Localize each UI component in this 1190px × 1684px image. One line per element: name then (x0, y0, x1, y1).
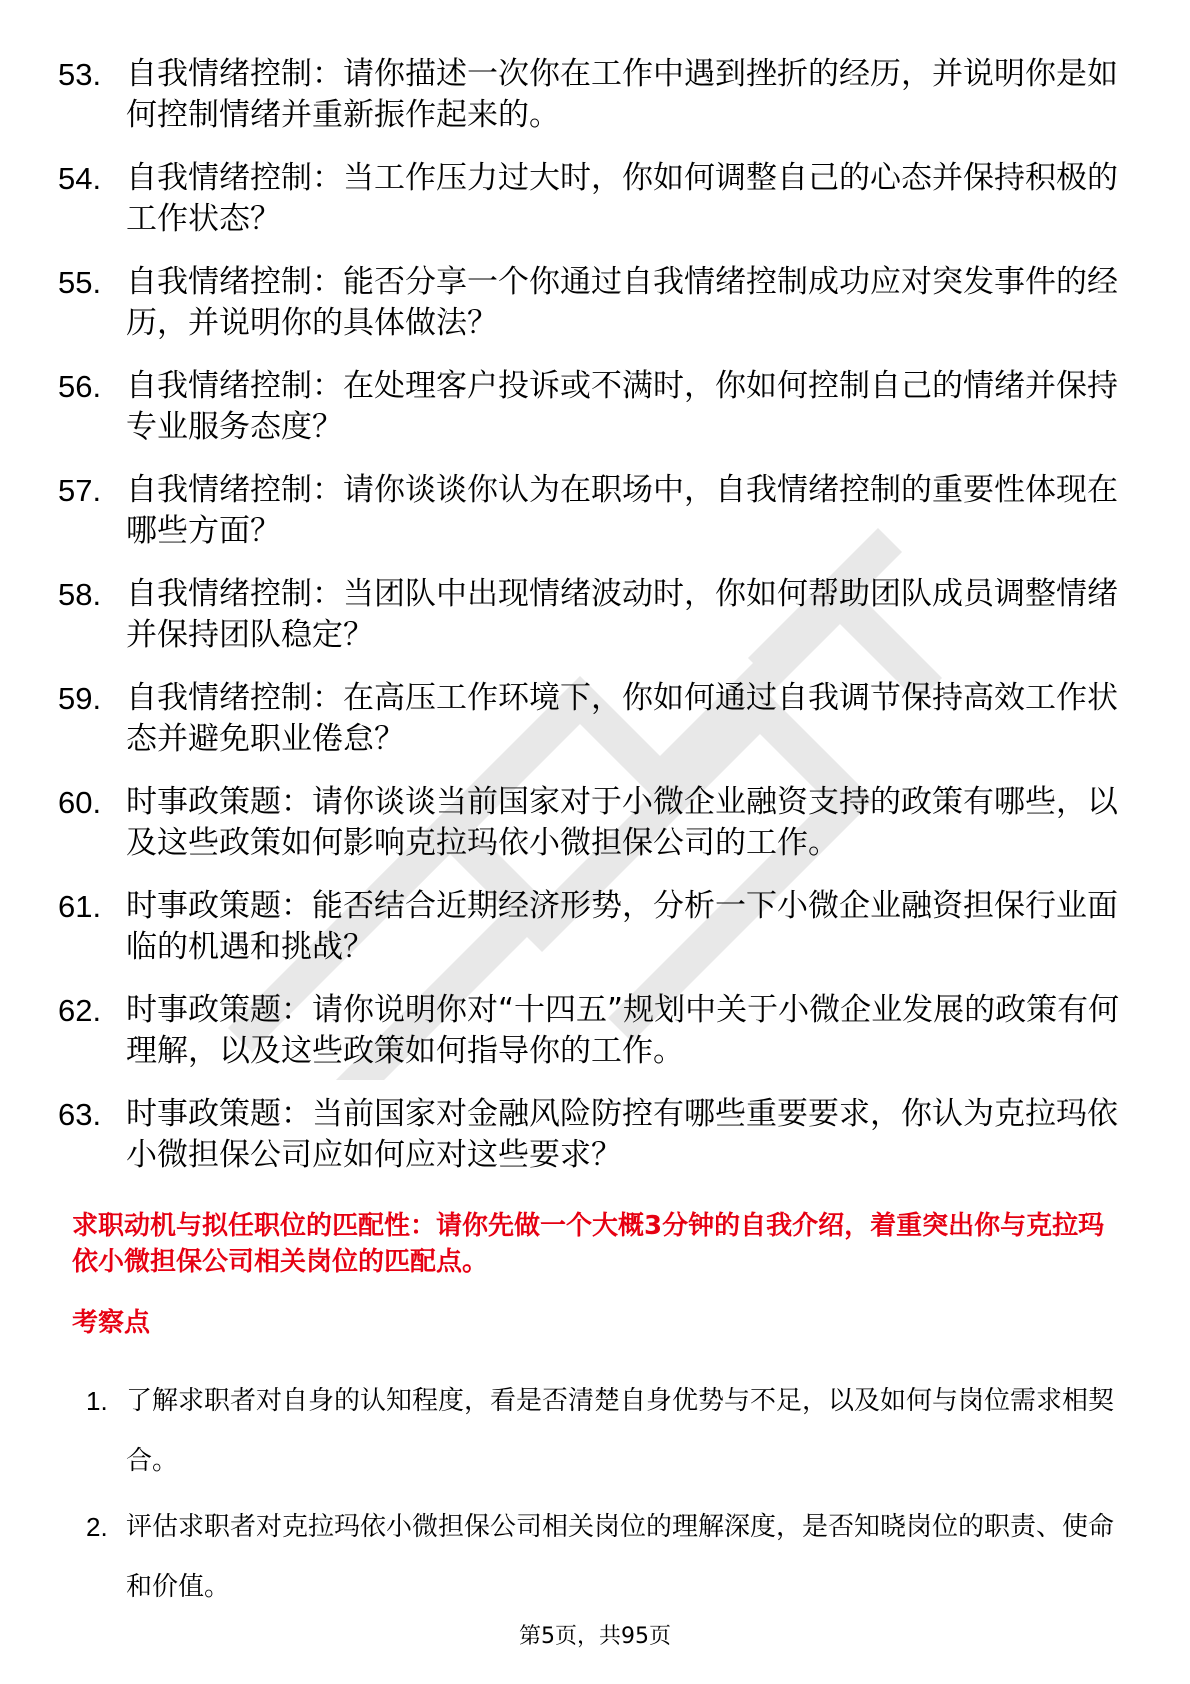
point-text: 评估求职者对克拉玛依小微担保公司相关岗位的理解深度，是否知晓岗位的职责、使命和价值。 (126, 1512, 1115, 1602)
question-item (58, 470, 1138, 552)
question-text: 时事政策题：能否结合近期经济形势，分析一下小微企业融资担保行业面临的机遇和挑战？ (126, 888, 1118, 965)
question-number: 60. (58, 785, 102, 820)
question-list (58, 54, 1138, 1198)
question-number: 57. (58, 473, 102, 508)
point-number: 1. (86, 1386, 108, 1416)
question-item (58, 262, 1138, 344)
question-number: 61. (58, 889, 102, 924)
question-item (58, 990, 1138, 1072)
highlight-question: 求职动机与拟任职位的匹配性：请你先做一个大概3分钟的自我介绍，着重突出你与克拉玛依小微担保公司相关岗位的匹配点。 (72, 1211, 1105, 1277)
question-text: 自我情绪控制：在高压工作环境下，你如何通过自我调节保持高效工作状态并避免职业倦怠？ (126, 680, 1118, 757)
question-item (58, 678, 1138, 760)
assessment-point (86, 1497, 1126, 1617)
question-item (58, 574, 1138, 656)
question-number: 54. (58, 161, 102, 196)
point-number: 2. (86, 1512, 108, 1542)
question-number: 63. (58, 1097, 102, 1132)
question-text: 自我情绪控制：在处理客户投诉或不满时，你如何控制自己的情绪并保持专业服务态度？ (126, 368, 1118, 445)
question-number: 55. (58, 265, 102, 300)
question-item (58, 886, 1138, 968)
question-text: 时事政策题：请你说明你对“十四五”规划中关于小微企业发展的政策有何理解，以及这些政策如何指导你的工作。 (126, 992, 1120, 1069)
assessment-points-list (86, 1371, 1126, 1623)
question-number: 53. (58, 57, 102, 92)
question-text: 自我情绪控制：能否分享一个你通过自我情绪控制成功应对突发事件的经历，并说明你的具体做法？ (126, 264, 1118, 341)
question-number: 62. (58, 993, 102, 1028)
question-text: 自我情绪控制：当工作压力过大时，你如何调整自己的心态并保持积极的工作状态？ (126, 160, 1118, 237)
question-item (58, 366, 1138, 448)
assessment-point (86, 1371, 1126, 1491)
point-text: 了解求职者对自身的认知程度，看是否清楚自身优势与不足，以及如何与岗位需求相契合。 (126, 1386, 1115, 1476)
question-number: 58. (58, 577, 102, 612)
question-item (58, 54, 1138, 136)
page-footer: 第5页，共95页 (519, 1624, 671, 1649)
question-text: 自我情绪控制：请你描述一次你在工作中遇到挫折的经历，并说明你是如何控制情绪并重新振作起来的。 (126, 56, 1118, 133)
question-item (58, 158, 1138, 240)
question-number: 56. (58, 369, 102, 404)
question-text: 时事政策题：当前国家对金融风险防控有哪些重要要求，你认为克拉玛依小微担保公司应如何应对这些要求？ (126, 1096, 1118, 1173)
section-title: 考察点 (72, 1308, 151, 1338)
question-text: 自我情绪控制：请你谈谈你认为在职场中，自我情绪控制的重要性体现在哪些方面？ (126, 472, 1118, 549)
question-item (58, 1094, 1138, 1176)
question-text: 自我情绪控制：当团队中出现情绪波动时，你如何帮助团队成员调整情绪并保持团队稳定？ (126, 576, 1118, 653)
question-text: 时事政策题：请你谈谈当前国家对于小微企业融资支持的政策有哪些，以及这些政策如何影响克拉玛依小微担保公司的工作。 (126, 784, 1118, 861)
question-item (58, 782, 1138, 864)
question-number: 59. (58, 681, 102, 716)
